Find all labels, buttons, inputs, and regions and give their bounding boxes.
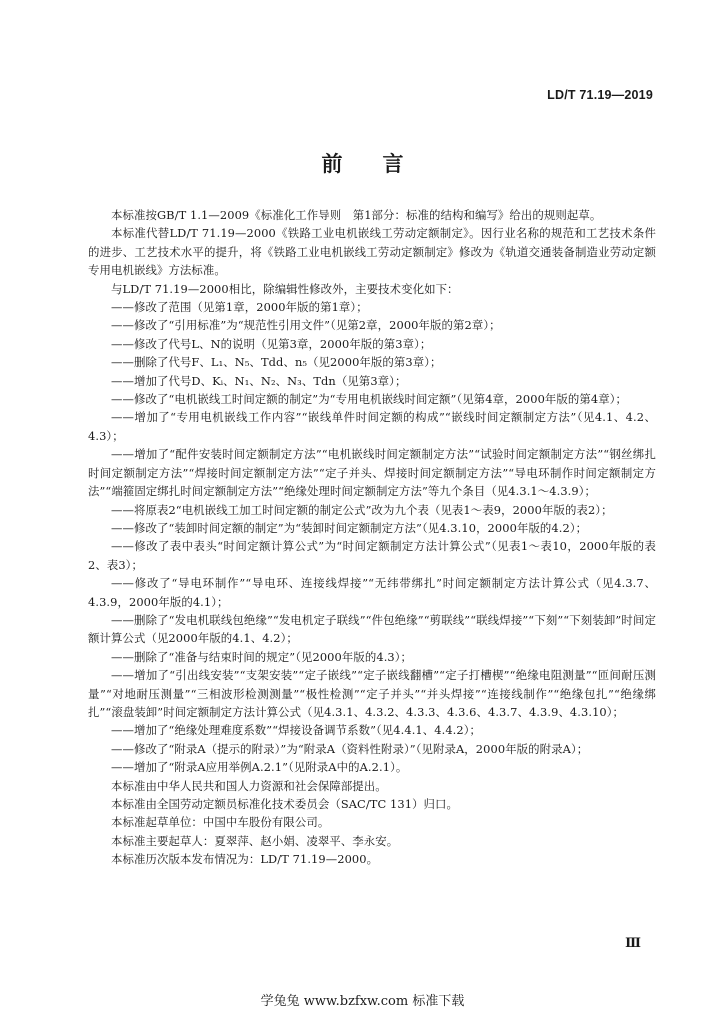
paragraph: 本标准由中华人民共和国人力资源和社会保障部提出。 xyxy=(111,778,387,793)
page-number: Ⅲ xyxy=(625,936,641,951)
list-item: ——增加了“绝缘处理难度系数”“焊接设备调节系数”（见4.4.1、4.4.2）； xyxy=(111,723,482,738)
list-item: ——增加了“引出线安装”“支架安装”“定子嵌线”“定子嵌线翻槽”“定子打槽楔”“绝缘电阻测量”“匝间耐压测量”“对地耐压测量”“三相波形检测测量”“极性检测”“定子并头”“并头焊接”“连接线制作”“绝缘包扎”“绝缘绑扎”“滚盘装卸”时间定额制定方法计算公式（见4.3.1、4.3.2、4.3.3、4.3.6、4.3.7、4.3.9、4.3.10）； xyxy=(88,668,656,719)
page-title xyxy=(0,148,725,178)
list-item: ——删除了“发电机联线包绝缘”“发电机定子联线”“件包绝缘”“剪联线”“联线焊接”“下刻”“下刻装卸”时间定额计算公式（见2000年版的4.1、4.2）； xyxy=(88,612,656,646)
list-item: ——修改了“电机嵌线工时间定额的制定”为“专用电机嵌线时间定额”（见第4章，2000年版的第4章）； xyxy=(111,392,628,407)
paragraph: 与LD/T 71.19—2000相比，除编辑性修改外，主要技术变化如下： xyxy=(111,281,459,296)
standard-code: LD/T 71.19—2019 xyxy=(547,88,653,102)
paragraph: 本标准历次版本发布情况为：LD/T 71.19—2000。 xyxy=(111,852,379,867)
list-item: ——删除了“准备与结束时间的规定”（见2000年版的4.3）； xyxy=(111,649,413,664)
list-item: ——删除了代号F、L₁、N₅、Tdd、n₅（见2000年版的第3章）； xyxy=(111,355,442,370)
list-item: ——修改了表中表头“时间定额计算公式”为“时间定额制定方法计算公式”（见表1～表10，2000年版的表2、表3）； xyxy=(88,539,656,572)
list-item: ——修改了“装卸时间定额的制定”为“装卸时间定额制定方法”（见4.3.10，2000年版的4.2）； xyxy=(111,520,588,535)
paragraph: 本标准起草单位：中国中车股份有限公司。 xyxy=(111,815,330,830)
list-item: ——将原表2“电机嵌线工加工时间定额的制定公式”改为九个表（见表1～表9，2000年版的表2）； xyxy=(111,502,613,517)
paragraph: 本标准代替LD/T 71.19—2000《铁路工业电机嵌线工劳动定额制定》。因行业名称的规范和工艺技术条件的进步、工艺技术水平的提升，将《铁路工业电机嵌线工劳动定额制定》修改为《轨道交通装备制造业劳动定额 专用电机嵌线》方法标准。 xyxy=(88,226,668,278)
title-char: 前 xyxy=(321,151,343,176)
list-item: ——修改了“附录A（提示的附录）”为“附录A（资料性附录）”（见附录A，2000年版的附录A）； xyxy=(111,741,589,756)
paragraph: 本标准由全国劳动定额员标准化技术委员会（SAC/TC 131）归口。 xyxy=(111,797,459,811)
list-item: ——增加了“配件安装时间定额制定方法”“电机嵌线时间定额制定方法”“试验时间定额制定方法”“钢丝绑扎时间定额制定方法”“焊接时间定额制定方法”“定子并头、焊接时间定额制定方法”“导电环制作时间定额制定方法”“端箍固定绑扎时间定额制定方法”“绝缘处理时间定额制定方法”等九个条目（见4.3.1～4.3.9）； xyxy=(88,447,656,499)
title-char: 言 xyxy=(382,151,404,176)
list-item: ——修改了“导电环制作”“导电环、连接线焊接”“无纬带绑扎”时间定额制定方法计算公式（见4.3.7、4.3.9，2000年版的4.1）； xyxy=(88,576,656,609)
list-item: ——修改了“引用标准”为“规范性引用文件”（见第2章，2000年版的第2章）； xyxy=(111,318,501,333)
list-item: ——修改了范围（见第1章，2000年版的第1章）； xyxy=(111,300,368,315)
list-item: ——增加了代号D、Kᵢ、N₁、N₂、N₃、Tdn（见第3章）； xyxy=(111,373,407,388)
footer-watermark: 学兔兔 www.bzfxw.com 标准下载 xyxy=(260,994,465,1009)
list-item: ——增加了“专用电机嵌线工作内容”“嵌线单件时间定额的构成”“嵌线时间定额制定方法”（见4.1、4.2、4.3）； xyxy=(88,410,656,443)
foreword-body xyxy=(88,206,668,869)
list-item: ——修改了代号L、N的说明（见第3章，2000年版的第3章）； xyxy=(111,336,432,351)
paragraph: 本标准主要起草人：夏翠萍、赵小娟、凌翠平、李永安。 xyxy=(111,833,399,848)
list-item: ——增加了“附录A应用举例A.2.1”（见附录A中的A.2.1）。 xyxy=(111,760,408,775)
paragraph: 本标准按GB/T 1.1—2009《标准化工作导则 第1部分：标准的结构和编写》给出的规则起草。 xyxy=(111,208,602,222)
